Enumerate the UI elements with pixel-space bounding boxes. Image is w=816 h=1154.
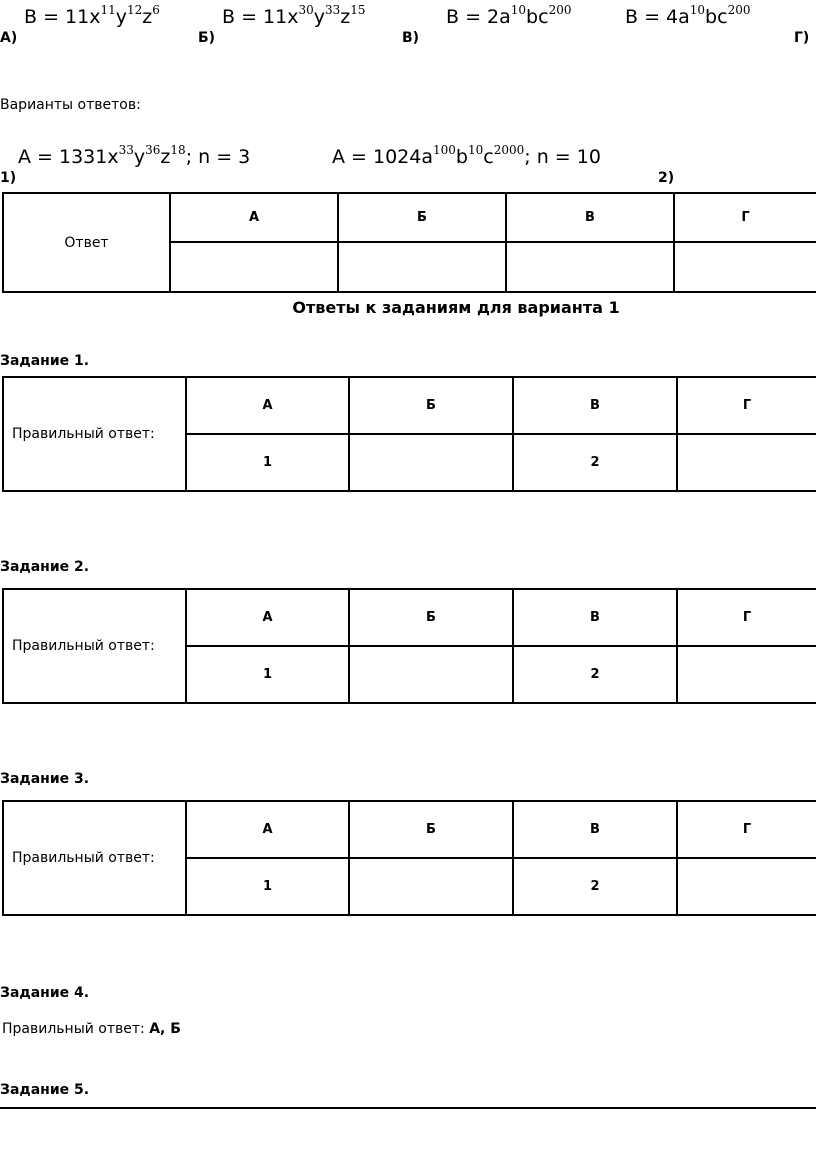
- task-3-header-d: Г: [677, 801, 816, 858]
- option-d-label: Г): [794, 30, 810, 46]
- section-title: Ответы к заданиям для варианта 1: [292, 298, 620, 317]
- task-4-answer-label: Правильный ответ:: [2, 1021, 150, 1037]
- task-2-header-c: В: [513, 589, 677, 646]
- task-1-header-c: В: [513, 377, 677, 434]
- variant-2-formula: $А = 1024a^{100}b^{10}c^{2000}$; n = 10: [332, 143, 601, 168]
- answer-cell-a[interactable]: [170, 242, 338, 292]
- task-3-header-b: Б: [349, 801, 513, 858]
- answer-header-a: А: [170, 193, 338, 242]
- task-3-cell-b: [349, 858, 513, 915]
- task-1-cell-b: [349, 434, 513, 491]
- task-1-header-a: А: [186, 377, 349, 434]
- task-2-header-a: А: [186, 589, 349, 646]
- answer-cell-c[interactable]: [506, 242, 674, 292]
- option-b-label: Б): [198, 30, 216, 46]
- answer-table: [2, 192, 816, 293]
- variant-1-formula: $А = 1331x^{33}y^{36}z^{18}$; n = 3: [18, 143, 251, 168]
- task-2-title: Задание 2.: [0, 559, 90, 575]
- answer-header-d: Г: [674, 193, 816, 242]
- answer-row-label: Ответ: [3, 193, 170, 292]
- variants-heading: Варианты ответов:: [0, 97, 141, 113]
- task-4-answer-value: А, Б: [149, 1021, 181, 1037]
- task-4-title: Задание 4.: [0, 985, 90, 1001]
- task-4-answer-line: [2, 1021, 181, 1037]
- task-3-table: [2, 800, 816, 916]
- answer-header-b: Б: [338, 193, 506, 242]
- variant-2-label: 2): [658, 170, 675, 186]
- task-5-rule: [0, 1107, 816, 1109]
- task-3-header-a: А: [186, 801, 349, 858]
- option-a-label: А): [0, 30, 18, 46]
- task-2-cell-c: 2: [513, 646, 677, 703]
- task-2-row-label: Правильный ответ:: [3, 589, 186, 703]
- option-d-formula: $В = 4a^{10}bc^{200}$: [625, 3, 751, 28]
- option-b-formula: $В = 11x^{30}y^{33}z^{15}$: [222, 3, 366, 28]
- variant-1-label: 1): [0, 170, 17, 186]
- task-2-header-d: Г: [677, 589, 816, 646]
- option-c-formula: $В = 2a^{10}bc^{200}$: [446, 3, 572, 28]
- task-1-row-label: Правильный ответ:: [3, 377, 186, 491]
- task-2-cell-a: 1: [186, 646, 349, 703]
- answer-cell-d[interactable]: [674, 242, 816, 292]
- task-3-cell-d: [677, 858, 816, 915]
- task-1-table: [2, 376, 816, 492]
- task-1-header-d: Г: [677, 377, 816, 434]
- task-1-cell-a: 1: [186, 434, 349, 491]
- task-3-header-c: В: [513, 801, 677, 858]
- task-3-cell-a: 1: [186, 858, 349, 915]
- task-3-cell-c: 2: [513, 858, 677, 915]
- task-1-title: Задание 1.: [0, 353, 90, 369]
- answer-header-c: В: [506, 193, 674, 242]
- task-2-cell-d: [677, 646, 816, 703]
- task-2-cell-b: [349, 646, 513, 703]
- task-3-title: Задание 3.: [0, 771, 90, 787]
- option-c-label: В): [402, 30, 420, 46]
- task-5-title: Задание 5.: [0, 1082, 90, 1098]
- task-2-table: [2, 588, 816, 704]
- option-a-formula: $В = 11x^{11}y^{12}z^6$: [24, 3, 160, 28]
- answer-cell-b[interactable]: [338, 242, 506, 292]
- task-1-header-b: Б: [349, 377, 513, 434]
- task-1-cell-c: 2: [513, 434, 677, 491]
- task-2-header-b: Б: [349, 589, 513, 646]
- task-3-row-label: Правильный ответ:: [3, 801, 186, 915]
- task-1-cell-d: [677, 434, 816, 491]
